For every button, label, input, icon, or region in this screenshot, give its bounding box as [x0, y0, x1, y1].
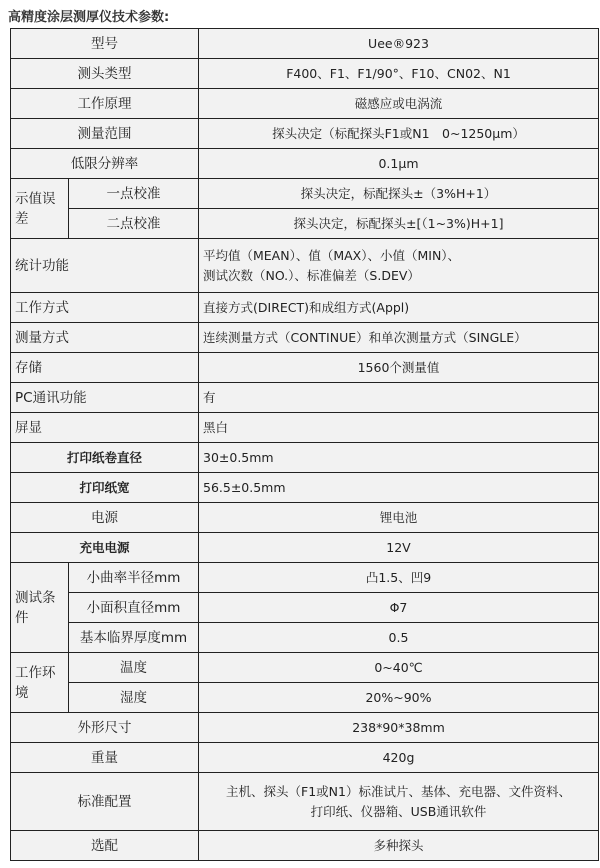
row-value: Φ7 — [199, 593, 599, 623]
table-row — [11, 773, 599, 831]
row-value: 直接方式(DIRECT)和成组方式(Appl) — [199, 293, 599, 323]
table-row — [11, 239, 599, 293]
row-label: 打印纸卷直径 — [11, 443, 199, 473]
row-value-line: 测试次数（NO.）、标准偏差（S.DEV） — [203, 267, 420, 283]
row-label: 低限分辨率 — [11, 149, 199, 179]
table-row — [11, 623, 599, 653]
row-label: 小曲率半径mm — [69, 563, 199, 593]
table-row — [11, 323, 599, 353]
table-row — [11, 29, 599, 59]
table-row — [11, 89, 599, 119]
table-row — [11, 293, 599, 323]
row-value: F400、F1、F1/90°、F10、CN02、N1 — [199, 59, 599, 89]
table-row — [11, 179, 599, 209]
table-row — [11, 209, 599, 239]
row-value-line: 平均值（MEAN）、值（MAX）、小值（MIN）、 — [203, 247, 461, 263]
row-label: 测量方式 — [11, 323, 199, 353]
row-value — [199, 239, 599, 293]
spec-table — [10, 28, 599, 861]
table-row — [11, 503, 599, 533]
row-value: 0.1μm — [199, 149, 599, 179]
row-value: 连续测量方式（CONTINUE）和单次测量方式（SINGLE） — [199, 323, 599, 353]
row-label: 外形尺寸 — [11, 713, 199, 743]
row-value — [199, 773, 599, 831]
row-value: 56.5±0.5mm — [199, 473, 599, 503]
row-label: 型号 — [11, 29, 199, 59]
row-value-line: 打印纸、仪器箱、USB通讯软件 — [310, 803, 487, 819]
row-value: Uee®923 — [199, 29, 599, 59]
row-value: 0.5 — [199, 623, 599, 653]
row-label: 充电电源 — [11, 533, 199, 563]
table-row — [11, 443, 599, 473]
group-label-calibration: 示值误差 — [11, 179, 69, 239]
page-title: 高精度涂层测厚仪技术参数: — [8, 10, 170, 25]
row-label: 选配 — [11, 831, 199, 861]
row-label: 基本临界厚度mm — [69, 623, 199, 653]
table-row — [11, 119, 599, 149]
table-row — [11, 413, 599, 443]
table-row — [11, 683, 599, 713]
row-label: 工作原理 — [11, 89, 199, 119]
table-row — [11, 653, 599, 683]
row-value: 238*90*38mm — [199, 713, 599, 743]
row-value: 12V — [199, 533, 599, 563]
row-value: 锂电池 — [199, 503, 599, 533]
table-row — [11, 353, 599, 383]
row-label: PC通讯功能 — [11, 383, 199, 413]
row-label: 二点校准 — [69, 209, 199, 239]
row-label: 重量 — [11, 743, 199, 773]
group-label-environment: 工作环境 — [11, 653, 69, 713]
table-row — [11, 831, 599, 861]
row-value: 探头决定，标配探头±（3%H+1） — [199, 179, 599, 209]
row-value: 探头决定（标配探头F1或N1 0~1250μm） — [199, 119, 599, 149]
row-label: 打印纸宽 — [11, 473, 199, 503]
row-label: 测头类型 — [11, 59, 199, 89]
row-label: 温度 — [69, 653, 199, 683]
row-label: 测量范围 — [11, 119, 199, 149]
row-label: 工作方式 — [11, 293, 199, 323]
row-label: 湿度 — [69, 683, 199, 713]
table-row — [11, 563, 599, 593]
row-value: 黑白 — [199, 413, 599, 443]
row-label: 电源 — [11, 503, 199, 533]
table-row — [11, 713, 599, 743]
row-value: 30±0.5mm — [199, 443, 599, 473]
row-value: 凸1.5、凹9 — [199, 563, 599, 593]
row-label: 存储 — [11, 353, 199, 383]
row-label: 屏显 — [11, 413, 199, 443]
table-row — [11, 149, 599, 179]
row-value: 探头决定，标配探头±[（1~3%)H+1] — [199, 209, 599, 239]
row-label: 标准配置 — [11, 773, 199, 831]
row-value-line: 主机、探头（F1或N1）标准试片、基体、充电器、文件资料、 — [226, 783, 571, 799]
table-row — [11, 383, 599, 413]
row-value: 有 — [199, 383, 599, 413]
table-row — [11, 59, 599, 89]
row-label: 统计功能 — [11, 239, 199, 293]
row-value: 20%~90% — [199, 683, 599, 713]
row-value: 多种探头 — [199, 831, 599, 861]
row-value: 1560个测量值 — [199, 353, 599, 383]
table-row — [11, 743, 599, 773]
row-label: 一点校准 — [69, 179, 199, 209]
group-label-test-conditions: 测试条件 — [11, 563, 69, 653]
row-value: 420g — [199, 743, 599, 773]
row-label: 小面积直径mm — [69, 593, 199, 623]
table-row — [11, 473, 599, 503]
row-value: 0~40℃ — [199, 653, 599, 683]
row-value: 磁感应或电涡流 — [199, 89, 599, 119]
table-row — [11, 533, 599, 563]
table-row — [11, 593, 599, 623]
